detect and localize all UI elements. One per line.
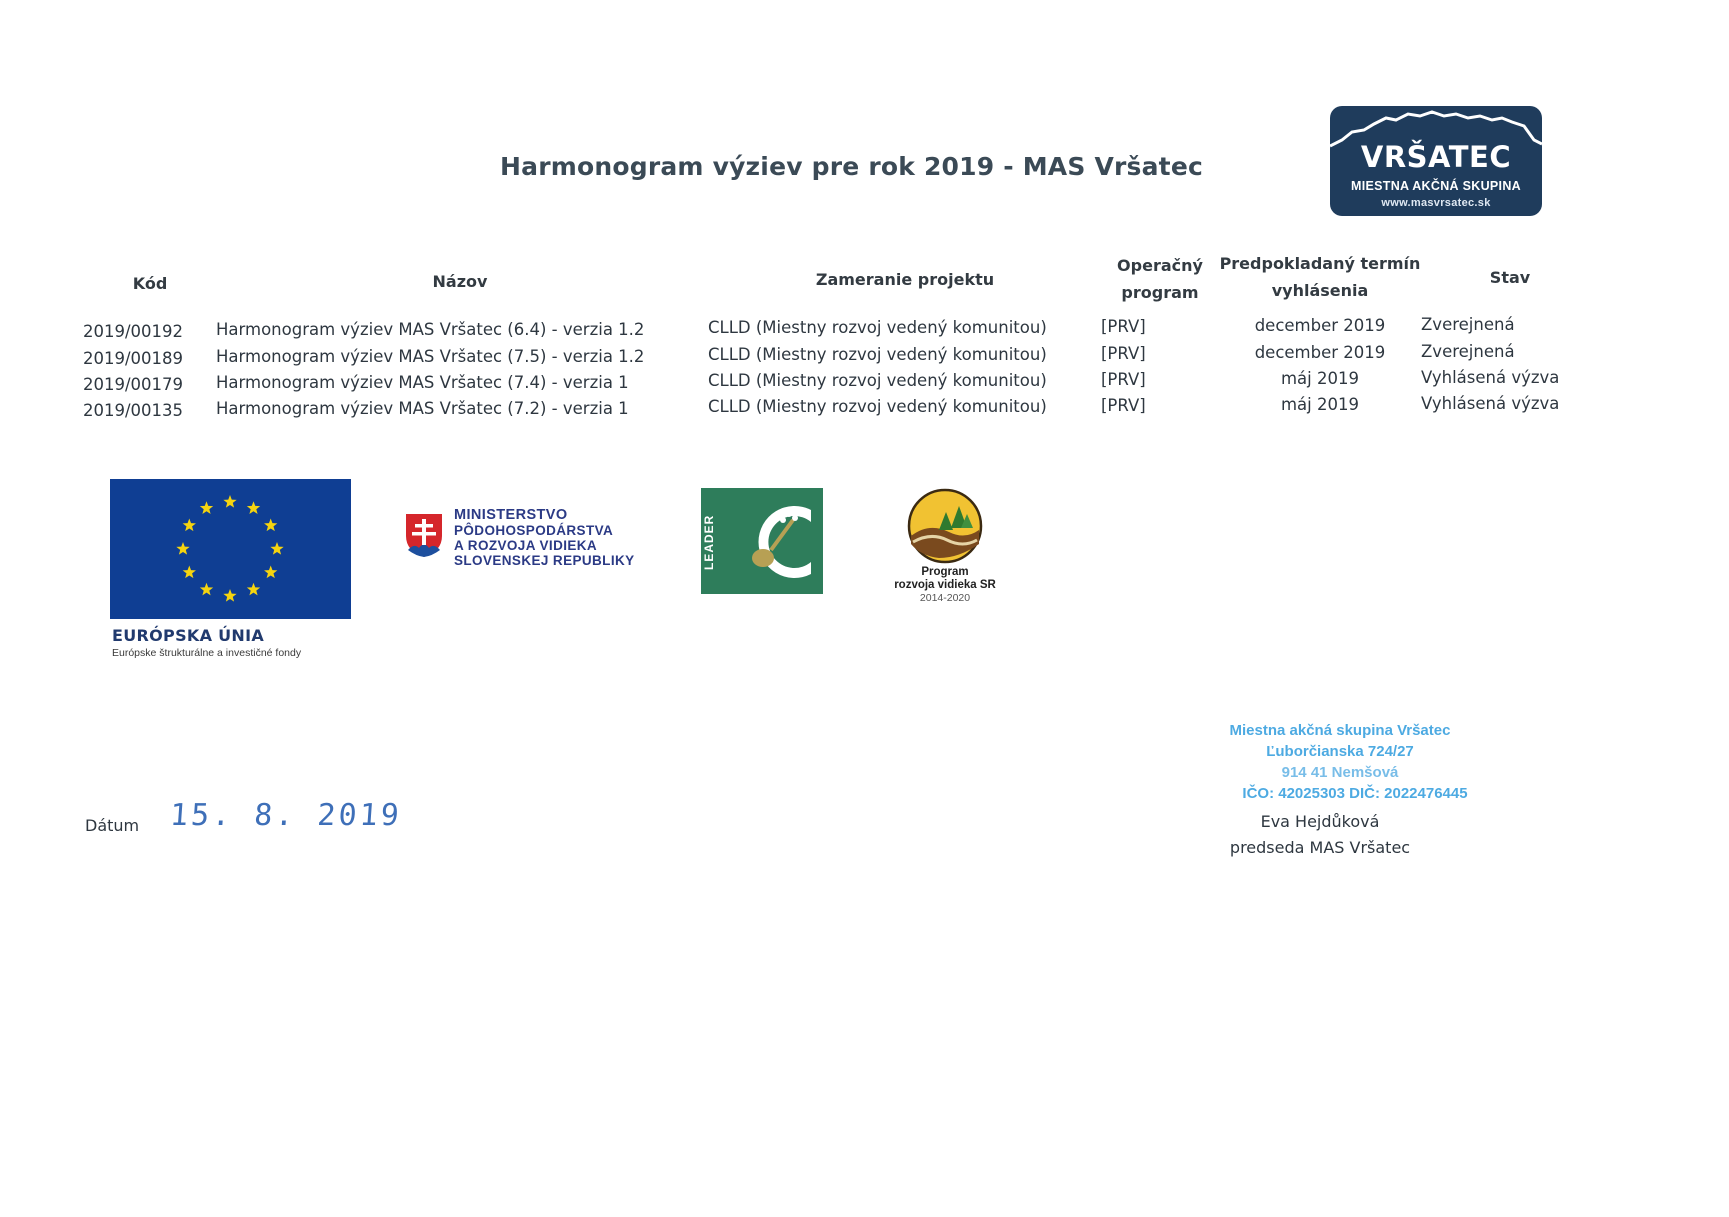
eu-star — [223, 589, 236, 602]
header-term — [1215, 250, 1425, 304]
eu-stars-icon — [110, 479, 351, 619]
stamp-line2: Ľuborčianska 724/27 — [1266, 743, 1414, 760]
header-name: Názov — [432, 272, 488, 291]
row-state: Zverejnená — [1421, 315, 1515, 334]
row-term: máj 2019 — [1280, 369, 1359, 388]
ministry-line4: SLOVENSKEJ REPUBLIKY — [454, 553, 635, 568]
row-op: [PRV] — [1101, 317, 1146, 336]
signatory-role: predseda MAS Vršatec — [1229, 838, 1411, 857]
eu-star — [247, 501, 260, 514]
ministry-line1: MINISTERSTVO — [454, 507, 568, 523]
leader-word: LEADER — [702, 514, 716, 570]
row-name: Harmonogram výziev MAS Vršatec (6.4) - verzia 1.2 — [216, 320, 645, 339]
prv-line2: rozvoja vidieka SR — [894, 579, 996, 591]
date-label: Dátum — [85, 816, 140, 835]
header-op-line1: Operačný — [1117, 256, 1203, 275]
eu-star — [183, 519, 196, 532]
row-term: december 2019 — [1254, 316, 1386, 335]
eu-flag — [110, 479, 351, 619]
page-title: Harmonogram výziev pre rok 2019 - MAS Vršatec — [500, 152, 1204, 181]
eu-star — [200, 501, 213, 514]
row-op: [PRV] — [1101, 344, 1146, 363]
eu-star — [247, 583, 260, 596]
ministry-line3: A ROZVOJA VIDIEKA — [454, 538, 598, 553]
row-code: 2019/00135 — [83, 401, 184, 420]
header-code: Kód — [132, 274, 168, 293]
row-op: [PRV] — [1101, 370, 1146, 389]
row-code: 2019/00192 — [83, 322, 184, 341]
row-term: december 2019 — [1254, 343, 1386, 362]
row-focus: CLLD (Miestny rozvoj vedený komunitou) — [708, 397, 1047, 416]
ministry-line2: PÔDOHOSPODÁRSTVA — [454, 523, 614, 538]
eu-star — [264, 519, 277, 532]
row-op: [PRV] — [1101, 396, 1146, 415]
eu-star — [183, 566, 196, 579]
eu-star — [270, 542, 283, 555]
header-focus: Zameranie projektu — [815, 270, 995, 289]
stamp-line1: Miestna akčná skupina Vršatec — [1229, 722, 1451, 739]
eu-star — [223, 495, 236, 508]
signatory-name: Eva Hejdůková — [1260, 812, 1380, 831]
date-value-handwritten: 15. 8. 2019 — [168, 798, 403, 833]
row-term: máj 2019 — [1280, 395, 1359, 414]
row-state: Vyhlásená výzva — [1421, 368, 1560, 387]
row-name: Harmonogram výziev MAS Vršatec (7.4) - verzia 1 — [216, 373, 629, 392]
row-code: 2019/00189 — [83, 349, 184, 368]
mas-logo-subtitle: MIESTNA AKČNÁ SKUPINA — [1351, 179, 1521, 193]
row-focus: CLLD (Miestny rozvoj vedený komunitou) — [708, 345, 1047, 364]
header-op-line2: program — [1121, 283, 1199, 302]
mas-logo-name: VRŠATEC — [1360, 140, 1512, 174]
eu-star — [176, 542, 189, 555]
stamp-line4: IČO: 42025303 DIČ: 2022476445 — [1242, 785, 1468, 802]
ministry-logo-text — [454, 508, 635, 568]
prv-line3: 2014-2020 — [919, 592, 971, 604]
slovak-coat-of-arms-icon — [402, 510, 446, 560]
row-name: Harmonogram výziev MAS Vršatec (7.2) - verzia 1 — [216, 399, 629, 418]
mas-logo-web: www.masvrsatec.sk — [1381, 197, 1491, 209]
eu-subtitle: Európske štrukturálne a investičné fondy — [112, 647, 302, 659]
row-focus: CLLD (Miestny rozvoj vedený komunitou) — [708, 371, 1047, 390]
mas-vrsatec-logo — [1330, 106, 1542, 216]
row-state: Vyhlásená výzva — [1421, 394, 1560, 413]
header-term-line1: Predpokladaný termín — [1219, 254, 1421, 273]
header-op-program — [1100, 252, 1220, 306]
header-state: Stav — [1489, 268, 1531, 287]
eu-title: EURÓPSKA ÚNIA — [112, 626, 265, 645]
eu-star — [264, 566, 277, 579]
prv-line1: Program — [921, 566, 969, 578]
row-code: 2019/00179 — [83, 375, 184, 394]
prv-logo-icon — [899, 488, 991, 564]
row-focus: CLLD (Miestny rozvoj vedený komunitou) — [708, 318, 1047, 337]
row-state: Zverejnená — [1421, 342, 1515, 361]
eu-star — [200, 583, 213, 596]
stamp-line3: 914 41 Nemšová — [1281, 764, 1399, 781]
row-name: Harmonogram výziev MAS Vršatec (7.5) - verzia 1.2 — [216, 347, 645, 366]
header-term-line2: vyhlásenia — [1271, 281, 1369, 300]
